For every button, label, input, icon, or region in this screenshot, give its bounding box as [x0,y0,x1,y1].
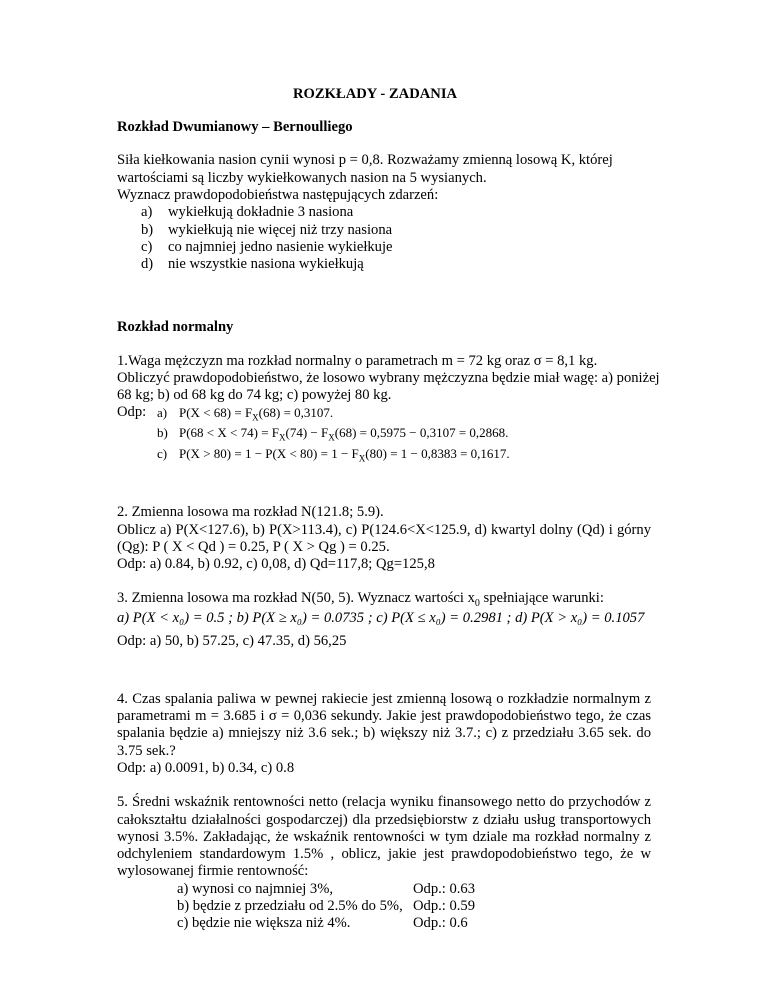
task1-answer-c [157,445,510,468]
answer-marker: b) [157,425,168,440]
answer-tail: (68) = 0,5975 − 0,3107 = 0,2868. [334,425,509,440]
task5-item-c: c) będzie nie większa niż 4%. [177,915,351,931]
task3-line-2: a) P(X < x₀) = 0.5 ; b) P(X ≥ x₀) = 0.0735 ; c) P(X ≤ x₀) = 0.2981 ; d) P(X > x₀) = 0.1057 [117,610,645,626]
answer-text: P(X > 80) = 1 − P(X < 80) = 1 − F [179,446,359,461]
bernoulli-intro-line-2: wartościami są liczby wykiełkowanych nasion na 5 wysianych. [117,170,487,186]
task1-line-1: 1.Waga mężczyzn ma rozkład normalny o parametrach m = 72 kg oraz σ = 8,1 kg. [117,353,598,369]
list-item-text: wykiełkują dokładnie 3 nasiona [168,204,354,220]
task2-line-1: 2. Zmienna losowa ma rozkład N(121.8; 5.9). [117,504,384,520]
answer-marker: a) [157,405,168,420]
task4-line-4: 3.75 sek.? [117,743,176,759]
list-item-text: nie wszystkie nasiona wykiełkują [168,256,364,272]
task5-line-1: 5. Średni wskaźnik rentowności netto (relacja wyniku finansowego netto do przychodów z [117,794,651,810]
list-item-text: co najmniej jedno nasienie wykiełkuje [168,239,393,255]
answer-subscript: X [358,453,366,464]
answer-tail: (68) = 0,3107. [258,405,334,420]
list-marker: a) [141,204,153,220]
task5-odp-b: Odp.: 0.59 [413,898,476,914]
task1-odp-label: Odp: [117,404,147,420]
task1-line-3: 68 kg; b) od 68 kg do 74 kg; c) powyżej 80 kg. [117,387,392,403]
task2-line-3: (Qg): P ( X < Qd ) = 0.25, P ( X > Qg ) = 0.25. [117,539,390,555]
bernoulli-intro-line-1: Siła kiełkowania nasion cynii wynosi p = 0,8. Rozważamy zmienną losową K, której [117,152,613,168]
task5-line-3: wynosi 3.5%. Zakładając, że wskaźnik rentowności w tym dziale ma rozkład normalny z [117,829,651,845]
list-item [141,238,393,256]
list-marker: d) [141,256,154,272]
answer-marker: c) [157,446,168,461]
task5-line-2: całokształtu działalności gospodarczej) dla przedsiębiorstw z działu usług transportowych [117,812,651,828]
task4-odp: Odp: a) 0.0091, b) 0.34, c) 0.8 [117,760,295,776]
task5-line-4: odchyleniem standardowym 1.5% , oblicz, jakie jest prawdopodobieństwo tego, że w [117,846,651,862]
list-item [141,221,392,239]
bernoulli-intro-line-3: Wyznacz prawdopodobieństwa następujących zdarzeń: [117,187,439,203]
answer-subscript: X [328,432,335,443]
task1-answer-b [157,424,508,447]
section-heading-bernoulli: Rozkład Dwumianowy – Bernoulliego [117,119,353,135]
answer-tail: (74) − F [285,425,329,440]
task5-odp-a: Odp.: 0.63 [413,881,476,897]
answer-subscript: X [279,432,286,443]
page-title: ROZKŁADY - ZADANIA [293,86,458,102]
task4-line-1: 4. Czas spalania paliwa w pewnej rakiecie jest zmienną losową o rozkładzie normalnym z [117,691,651,707]
answer-text: P(X < 68) = F [179,405,253,420]
answer-text: P(68 < X < 74) = F [179,425,280,440]
list-marker: b) [141,222,154,238]
list-item [141,203,353,221]
task5-item-b: b) będzie z przedziału od 2.5% do 5%, [177,898,403,914]
task3-line-1-tail: spełniające warunki: [479,590,604,606]
task5-item-a: a) wynosi co najmniej 3%, [177,881,334,897]
task5-odp-c: Odp.: 0.6 [413,915,468,931]
task2-line-2: Oblicz a) P(X<127.6), b) P(X>113.4), c) P(124.6<X<125.9, d) kwartyl dolny (Qd) i górny [117,522,651,538]
task3-odp: Odp: a) 50, b) 57.25, c) 47.35, d) 56,25 [117,633,347,649]
task3-line-1-text: 3. Zmienna losowa ma rozkład N(50, 5). Wyznacz wartości x [117,590,475,606]
list-marker: c) [141,239,153,255]
list-item-text: wykiełkują nie więcej niż trzy nasiona [168,222,393,238]
task5-line-5: wylosowanej firmie rentowność: [117,863,309,879]
section-heading-normal: Rozkład normalny [117,319,234,335]
task2-odp: Odp: a) 0.84, b) 0.92, c) 0,08, d) Qd=117,8; Qg=125,8 [117,556,435,572]
task3-subscript: 0 [474,597,480,609]
task1-line-2: Obliczyć prawdopodobieństwo, że losowo wybrany mężczyzna będzie miał wagę: a) poniżej [117,370,660,386]
list-item [141,255,364,273]
answer-subscript: X [252,412,259,423]
task4-line-3: spalania będzie a) mniejszy niż 3.6 sek.; b) większy niż 3.7.; c) z przedziału 3.65 sek. do [117,725,651,741]
answer-tail: (80) = 1 − 0,8383 = 0,1617. [365,446,510,461]
task4-line-2: parametrami m = 3.685 i σ = 0,036 sekundy. Jakie jest prawdopodobieństwo tego, że czas [117,708,651,724]
